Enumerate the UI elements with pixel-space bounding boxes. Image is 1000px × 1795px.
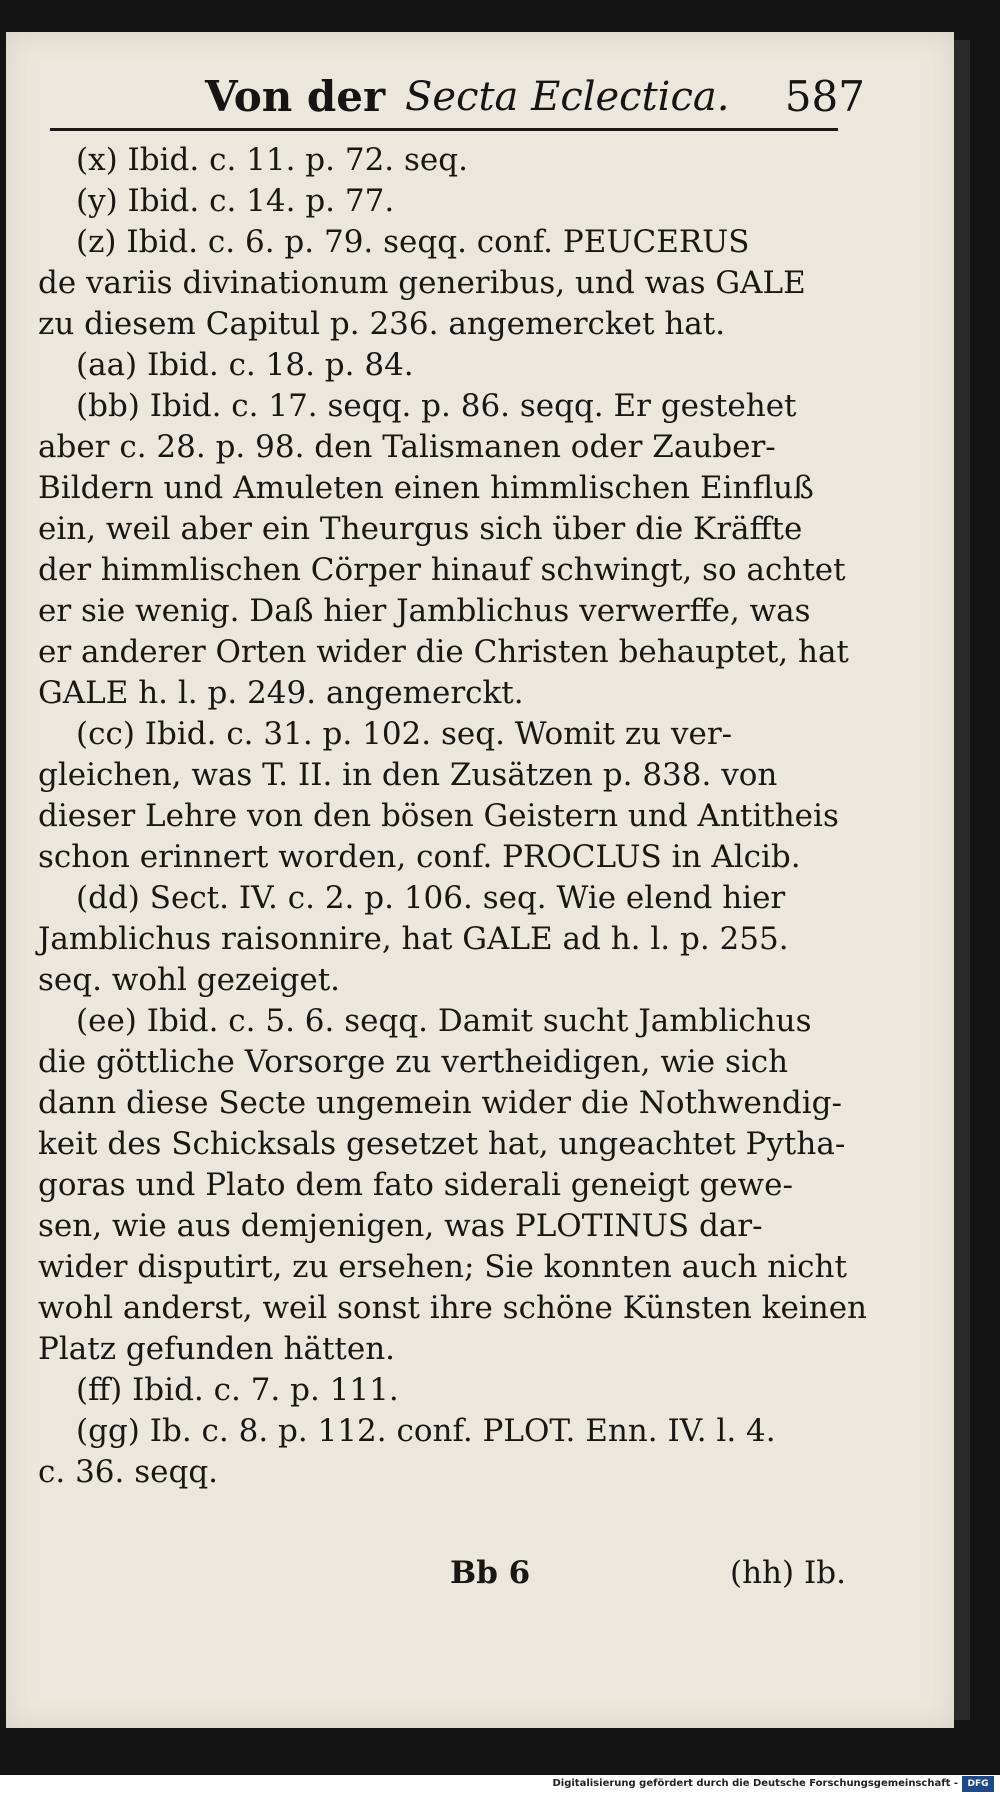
text-line: Platz gefunden hätten. <box>38 1331 396 1367</box>
text-line: (x) Ibid. c. 11. p. 72. seq. <box>76 142 468 178</box>
running-header <box>205 68 865 128</box>
text-line: wohl anderst, weil sonst ihre schöne Künsten keinen <box>38 1290 868 1326</box>
signature-mark: Bb 6 <box>450 1555 531 1591</box>
text-line: schon erinnert worden, conf. PROCLUS in Alcib. <box>38 839 801 875</box>
text-line: (cc) Ibid. c. 31. p. 102. seq. Womit zu ver- <box>76 716 733 752</box>
text-line: goras und Plato dem fato siderali geneigt gewe- <box>38 1167 793 1203</box>
text-line: (gg) Ib. c. 8. p. 112. conf. PLOT. Enn. IV. l. 4. <box>76 1413 776 1449</box>
text-line: c. 36. seqq. <box>38 1454 219 1490</box>
text-line: die göttliche Vorsorge zu vertheidigen, wie sich <box>38 1044 789 1080</box>
footnote-text-block <box>38 140 868 1493</box>
text-line: der himmlischen Cörper hinauf schwingt, so achtet <box>38 552 846 588</box>
text-line: er anderer Orten wider die Christen behauptet, hat <box>38 634 849 670</box>
text-line: ein, weil aber ein Theurgus sich über die Kräffte <box>38 511 803 547</box>
page-number: 587 <box>784 72 865 121</box>
text-line: sen, wie aus demjenigen, was PLOTINUS dar- <box>38 1208 763 1244</box>
text-line: dieser Lehre von den bösen Geistern und Antitheis <box>38 798 839 834</box>
digitization-credit: Digitalisierung gefördert durch die Deutsche Forschungsgemeinschaft - <box>552 1778 958 1789</box>
header-title: Von der <box>205 72 386 121</box>
text-line: (aa) Ibid. c. 18. p. 84. <box>76 347 414 383</box>
text-line: gleichen, was T. II. in den Zusätzen p. 838. von <box>38 757 778 793</box>
text-line: (z) Ibid. c. 6. p. 79. seqq. conf. PEUCERUS <box>76 224 750 260</box>
text-line: (y) Ibid. c. 14. p. 77. <box>76 183 395 219</box>
text-line: zu diesem Capitul p. 236. angemercket hat. <box>38 306 726 342</box>
text-line: dann diese Secte ungemein wider die Nothwendig- <box>38 1085 842 1121</box>
text-line: (ff) Ibid. c. 7. p. 111. <box>76 1372 399 1408</box>
text-line: GALE h. l. p. 249. angemerckt. <box>38 675 524 711</box>
text-line: Jamblichus raisonnire, hat GALE ad h. l. p. 255. <box>38 921 789 957</box>
text-line: keit des Schicksals gesetzet hat, ungeachtet Pytha- <box>38 1126 846 1162</box>
text-line: aber c. 28. p. 98. den Talismanen oder Zauber- <box>38 429 776 465</box>
text-line: (dd) Sect. IV. c. 2. p. 106. seq. Wie elend hier <box>76 880 786 916</box>
text-line: Bildern und Amuleten einen himmlischen Einfluß <box>38 470 814 506</box>
page-edge-shadow <box>954 40 970 1720</box>
text-line: (ee) Ibid. c. 5. 6. seqq. Damit sucht Jamblichus <box>76 1003 812 1039</box>
header-rule <box>50 128 838 131</box>
header-title-italic: Secta Eclectica. <box>405 74 730 120</box>
dfg-logo: DFG <box>962 1776 994 1792</box>
text-line: (bb) Ibid. c. 17. seqq. p. 86. seqq. Er gestehet <box>76 388 797 424</box>
text-line: seq. wohl gezeiget. <box>38 962 341 998</box>
catchword: (hh) Ib. <box>730 1555 846 1591</box>
text-line: wider disputirt, zu ersehen; Sie konnten auch nicht <box>38 1249 847 1285</box>
text-line: de variis divinationum generibus, und was GALE <box>38 265 806 301</box>
text-line: er sie wenig. Daß hier Jamblichus verwerffe, was <box>38 593 811 629</box>
